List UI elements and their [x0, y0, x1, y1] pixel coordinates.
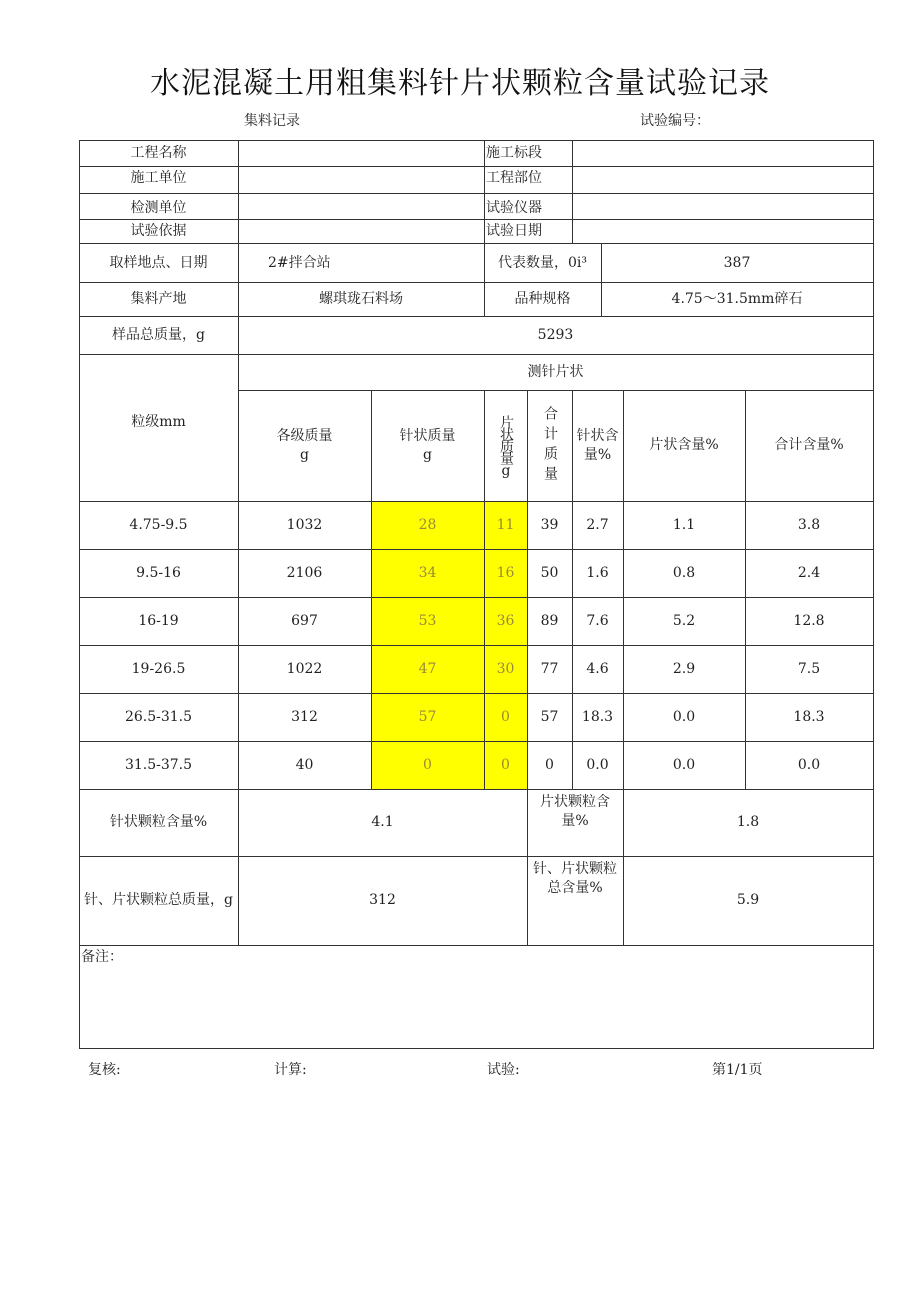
page-number: 第1/1页	[712, 1062, 763, 1078]
cell-total: 77	[540, 660, 559, 677]
cell-flake: 36	[496, 612, 515, 629]
cell-needle: 57	[418, 708, 437, 725]
total-content-value: 5.9	[736, 892, 760, 909]
h-rule	[79, 243, 873, 244]
cell-flake: 0	[501, 756, 510, 773]
cell-needle: 53	[418, 612, 437, 629]
cell-flake-pct: 0.0	[672, 708, 696, 725]
cell-total-pct: 12.8	[793, 612, 825, 629]
cell-grade: 4.75-9.5	[129, 516, 188, 533]
inspection-unit-value[interactable]	[238, 196, 484, 220]
cell-total: 39	[540, 516, 559, 533]
col-needle-pct-header: 针状含量%	[576, 427, 619, 463]
cell-total-pct: 3.8	[797, 516, 821, 533]
col-needle-unit: g	[423, 446, 432, 463]
flake-content-value: 1.8	[736, 814, 760, 831]
basis-value[interactable]	[238, 219, 484, 243]
col-total-label: 合计质量	[541, 405, 558, 486]
col-flake-pct-header: 片状含量%	[649, 437, 719, 454]
record-type: 集料记录	[244, 113, 300, 129]
cell-needle-pct: 1.6	[586, 564, 609, 581]
page-title: 水泥混凝土用粗集料针片状颗粒含量试验记录	[150, 66, 770, 101]
total-needle-flake-mass-label: 针、片状颗粒总质量，g	[84, 892, 233, 909]
cell-total: 50	[540, 564, 559, 581]
cell-needle-pct: 18.3	[581, 708, 614, 725]
cell-flake: 11	[496, 516, 515, 533]
contractor-label: 施工单位	[130, 169, 187, 186]
rep-qty-label: 代表数量，0i³	[498, 255, 587, 272]
project-part-value[interactable]	[572, 166, 873, 190]
cell-total-pct: 7.5	[797, 660, 821, 677]
cell-total-pct: 18.3	[793, 708, 825, 725]
grade-header: 粒级mm	[131, 414, 186, 431]
cell-grade: 31.5-37.5	[124, 756, 193, 773]
cell-mass: 1032	[286, 516, 323, 533]
spec-label: 品种规格	[514, 290, 571, 307]
instrument-value[interactable]	[572, 196, 873, 220]
col-mass-header	[238, 390, 371, 501]
cell-total-pct: 0.0	[797, 756, 821, 773]
col-flake-label: 片状质量g	[497, 414, 514, 477]
spec-value: 4.75～31.5mm碎石	[671, 290, 803, 307]
cell-mass: 697	[291, 612, 318, 629]
origin-value: 螺琪珑石料场	[319, 290, 403, 307]
section-label: 施工标段	[486, 144, 542, 161]
test-date-label: 试验日期	[486, 222, 542, 239]
needle-content-label: 针状颗粒含量%	[109, 814, 208, 831]
cell-needle-pct: 2.7	[586, 516, 609, 533]
contractor-value[interactable]	[238, 166, 484, 190]
cell-needle: 28	[418, 516, 437, 533]
cell-grade: 26.5-31.5	[124, 708, 193, 725]
cell-needle-pct: 4.6	[586, 660, 609, 677]
col-total-header	[527, 390, 572, 501]
cell-needle: 34	[418, 564, 437, 581]
cell-total: 57	[540, 708, 559, 725]
remarks-label: 备注：	[81, 948, 123, 965]
section-value[interactable]	[572, 140, 873, 166]
review-label: 复核:	[88, 1062, 121, 1078]
cell-flake: 16	[496, 564, 515, 581]
group-header: 测针片状	[527, 363, 584, 380]
project-name-label: 工程名称	[130, 144, 187, 161]
cell-flake-pct: 0.8	[672, 564, 696, 581]
remarks-area[interactable]	[79, 968, 873, 1048]
calc-label: 计算:	[274, 1062, 307, 1078]
test-date-value[interactable]	[572, 219, 873, 243]
cell-flake-pct: 5.2	[672, 612, 696, 629]
sampling-value: 2#拌合站	[268, 255, 331, 272]
cell-needle: 47	[418, 660, 437, 677]
instrument-label: 试验仪器	[486, 199, 542, 216]
col-mass-label: 各级质量	[276, 427, 333, 444]
sampling-label: 取样地点、日期	[109, 255, 208, 272]
test-number-label: 试验编号：	[640, 113, 710, 129]
cell-total: 89	[540, 612, 559, 629]
col-total-pct-header: 合计含量%	[774, 437, 844, 454]
total-needle-flake-mass-value: 312	[369, 892, 396, 909]
h-rule	[79, 1048, 873, 1049]
test-label: 试验:	[487, 1062, 520, 1078]
project-part-label: 工程部位	[486, 169, 542, 186]
cell-mass: 2106	[286, 564, 323, 581]
cell-flake-pct: 0.0	[672, 756, 696, 773]
col-needle-label: 针状质量	[399, 427, 456, 444]
cell-mass: 312	[291, 708, 318, 725]
cell-needle-pct: 0.0	[586, 756, 609, 773]
cell-needle-pct: 7.6	[586, 612, 609, 629]
cell-flake-pct: 1.1	[672, 516, 696, 533]
cell-total: 0	[545, 756, 554, 773]
total-mass-value: 5293	[537, 326, 574, 343]
cell-grade: 16-19	[138, 612, 179, 629]
cell-mass: 40	[295, 756, 314, 773]
cell-grade: 19-26.5	[131, 660, 186, 677]
cell-mass: 1022	[286, 660, 323, 677]
cell-grade: 9.5-16	[136, 564, 181, 581]
cell-flake-pct: 2.9	[672, 660, 696, 677]
col-mass-unit: g	[300, 446, 309, 463]
origin-label: 集料产地	[130, 290, 187, 307]
cell-flake: 0	[501, 708, 510, 725]
project-name-value[interactable]	[238, 140, 484, 166]
total-mass-label: 样品总质量，g	[112, 326, 205, 343]
cell-flake: 30	[496, 660, 515, 677]
col-flake-header	[484, 390, 527, 501]
cell-total-pct: 2.4	[797, 564, 821, 581]
v-rule	[873, 140, 874, 1049]
inspection-unit-label: 检测单位	[130, 199, 187, 216]
rep-qty-value: 387	[723, 255, 751, 272]
total-content-label: 针、片状颗粒总含量%	[533, 861, 617, 896]
needle-content-value: 4.1	[371, 814, 394, 831]
col-needle-header	[371, 390, 484, 501]
flake-content-label: 片状颗粒含量%	[540, 794, 610, 829]
h-rule	[79, 193, 873, 194]
cell-needle: 0	[423, 756, 432, 773]
basis-label: 试验依据	[130, 222, 187, 239]
